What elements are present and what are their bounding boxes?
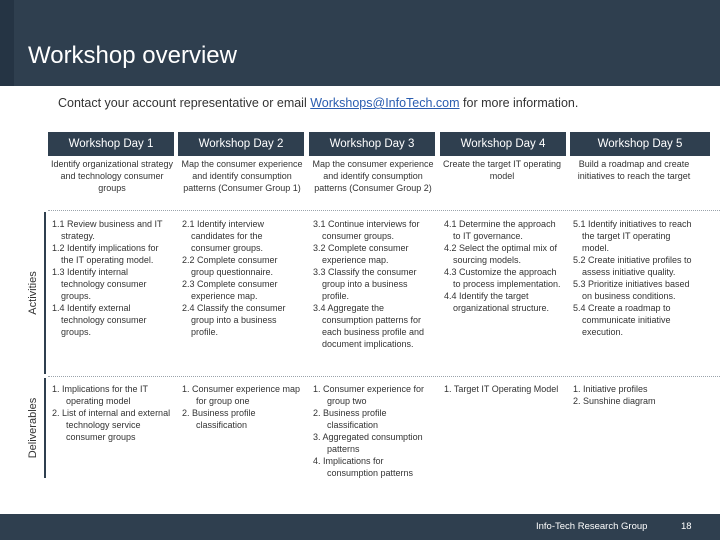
day-5-deliverables [573, 383, 695, 407]
deliverable-item: 1. Implications for the IT operating model [52, 384, 148, 406]
day-4-activities [444, 218, 564, 314]
page-number: 18 [681, 521, 692, 532]
deliverable-item: 2. List of internal and external technology service consumer groups [52, 408, 171, 442]
activity-item: 3.1 Continue interviews for consumer groups. [313, 219, 420, 241]
day-1-activities [52, 218, 170, 338]
day-1-goal: Identify organizational strategy and technology consumer groups [50, 159, 174, 193]
activities-separator [48, 376, 720, 377]
activities-label-text: Activities [27, 271, 39, 315]
day-1-deliverables [52, 383, 172, 443]
page-title: Workshop overview [28, 42, 237, 69]
activities-label-bar [44, 212, 46, 374]
activity-item: 1.1 Review business and IT strategy. [52, 219, 163, 241]
contact-prefix: Contact your account representative or email [58, 96, 311, 110]
deliverable-item: 1. Consumer experience for group two [313, 384, 425, 406]
deliverable-item: 2. Business profile classification [313, 408, 387, 430]
email-link[interactable]: Workshops@InfoTech.com [310, 96, 460, 110]
day-5-header: Workshop Day 5 [570, 132, 710, 156]
day-5-goal: Build a roadmap and create initiatives to reach the target [577, 159, 691, 181]
day-3-deliverables [313, 383, 433, 479]
day-3-header: Workshop Day 3 [309, 132, 435, 156]
deliverable-item: 2. Sunshine diagram [573, 396, 656, 406]
day-2-header: Workshop Day 2 [178, 132, 304, 156]
deliverable-item: 1. Consumer experience map for group one [182, 384, 301, 406]
goals-separator [48, 210, 720, 211]
activity-item: 2.1 Identify interview candidates for the consumer groups. [182, 219, 265, 253]
activity-item: 4.2 Select the optimal mix of sourcing models. [444, 243, 558, 265]
activity-item: 4.3 Customize the approach to process implementation. [444, 267, 561, 289]
activity-item: 2.3 Complete consumer experience map. [182, 279, 278, 301]
day-2-goal: Map the consumer experience and identify consumption patterns (Consumer Group 1) [181, 159, 303, 193]
contact-suffix: for more information. [459, 96, 579, 110]
activity-item: 4.4 Identify the target organizational structure. [444, 291, 550, 313]
activity-item: 2.2 Complete consumer group questionnaire. [182, 255, 278, 277]
day-5-activities [573, 218, 695, 338]
day-4-header: Workshop Day 4 [440, 132, 566, 156]
activity-item: 2.4 Classify the consumer group into a business profile. [182, 303, 286, 337]
title-banner [0, 0, 720, 86]
day-4-goal: Create the target IT operating model [443, 159, 561, 181]
activity-item: 5.1 Identify initiatives to reach the target IT operating model. [573, 219, 692, 253]
activity-item: 3.2 Complete consumer experience map. [313, 243, 409, 265]
activity-item: 4.1 Determine the approach to IT governance. [444, 219, 556, 241]
day-4-deliverables [444, 383, 564, 395]
day-3-goal: Map the consumer experience and identify consumption patterns (Consumer Group 2) [312, 159, 434, 193]
deliverable-item: 4. Implications for consumption patterns [313, 456, 414, 478]
footer-bar [0, 514, 720, 540]
banner-accent [0, 0, 14, 86]
deliverables-label-text: Deliverables [27, 397, 39, 459]
contact-line [58, 96, 578, 110]
day-2-deliverables [182, 383, 302, 431]
activity-item: 3.4 Aggregate the consumption patterns for each business profile and document implications. [313, 303, 425, 349]
day-1-header: Workshop Day 1 [48, 132, 174, 156]
day-3-activities [313, 218, 433, 350]
activity-item: 5.3 Prioritize initiatives based on business conditions. [573, 279, 690, 301]
day-2-activities [182, 218, 302, 338]
deliverable-item: 3. Aggregated consumption patterns [313, 432, 423, 454]
deliverable-item: 1. Target IT Operating Model [444, 384, 559, 394]
deliverables-label [0, 378, 46, 478]
activity-item: 5.4 Create a roadmap to communicate initiative execution. [573, 303, 671, 337]
deliverable-item: 1. Initiative profiles [573, 384, 648, 394]
activity-item: 5.2 Create initiative profiles to assess initiative quality. [573, 255, 692, 277]
activities-label [0, 212, 46, 374]
activity-item: 1.2 Identify implications for the IT operating model. [52, 243, 159, 265]
footer-brand: Info-Tech Research Group [536, 521, 648, 532]
activity-item: 3.3 Classify the consumer group into a business profile. [313, 267, 417, 301]
deliverable-item: 2. Business profile classification [182, 408, 256, 430]
deliverables-label-bar [44, 378, 46, 478]
activity-item: 1.4 Identify external technology consumer groups. [52, 303, 147, 337]
activity-item: 1.3 Identify internal technology consumer groups. [52, 267, 147, 301]
